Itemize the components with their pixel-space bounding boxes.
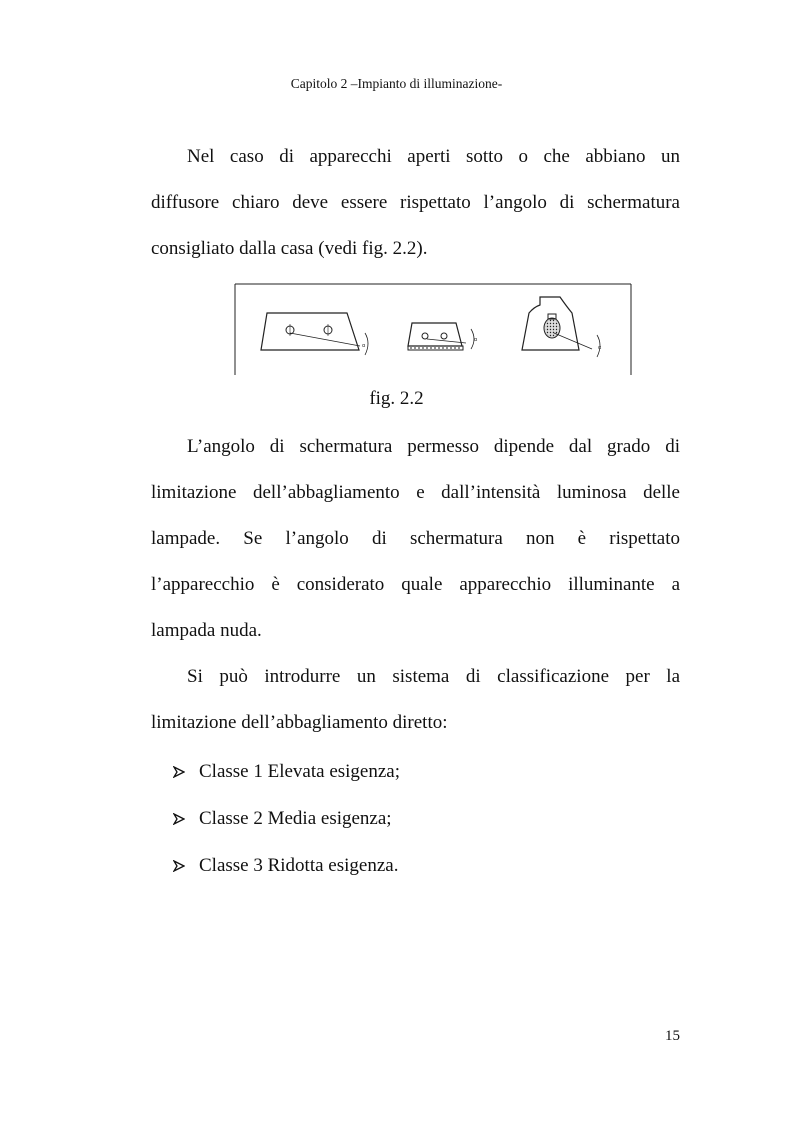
figure-caption: fig. 2.2 (369, 388, 424, 409)
paragraph-line: limitazione dell’abbagliamento diretto: (151, 712, 448, 733)
paragraph-line: diffusore chiaro deve essere rispettato l’angolo di schermatura (151, 192, 680, 213)
luminaire-with-diffuser (408, 323, 478, 350)
svg-text:α: α (474, 337, 478, 343)
arrowhead-bullet-icon (173, 813, 199, 825)
paragraph-line: limitazione dell’abbagliamento e dall’intensità luminosa delle (151, 482, 680, 503)
list-item (173, 748, 400, 795)
paragraph-shielding-angle (151, 134, 680, 272)
list-item-text: Classe 2 Media esigenza; (199, 808, 392, 829)
page-number: 15 (665, 1028, 680, 1044)
paragraph-line: lampada nuda. (151, 620, 262, 641)
arrowhead-bullet-icon (173, 766, 199, 778)
luminaire-bell-lamp (522, 297, 602, 357)
luminaire-open-wide (261, 313, 368, 355)
list-item (173, 842, 400, 889)
paragraph-line: lampade. Se l’angolo di schermatura non è rispettato (151, 528, 680, 549)
svg-text:α: α (362, 343, 366, 349)
list-item-text: Classe 3 Ridotta esigenza. (199, 855, 399, 876)
luminaire-diagram (234, 283, 632, 375)
paragraph-line: l’apparecchio è considerato quale apparecchio illuminante a (151, 574, 680, 595)
paragraph-permitted-angle (151, 424, 680, 654)
paragraph-line: L’angolo di schermatura permesso dipende dal grado di (187, 436, 680, 457)
svg-text:α: α (598, 345, 602, 351)
list-item-text: Classe 1 Elevata esigenza; (199, 761, 401, 782)
running-header: Capitolo 2 –Impianto di illuminazione- (290, 76, 503, 91)
paragraph-line: Si può introdurre un sistema di classificazione per la (187, 666, 680, 687)
paragraph-line: consigliato dalla casa (vedi fig. 2.2). (151, 238, 428, 259)
figure-luminaire-shielding (234, 283, 632, 375)
glare-class-list (173, 748, 400, 889)
arrowhead-bullet-icon (173, 860, 199, 872)
paragraph-classification (151, 654, 680, 746)
list-item (173, 795, 400, 842)
paragraph-line: Nel caso di apparecchi aperti sotto o che abbiano un (187, 146, 680, 167)
